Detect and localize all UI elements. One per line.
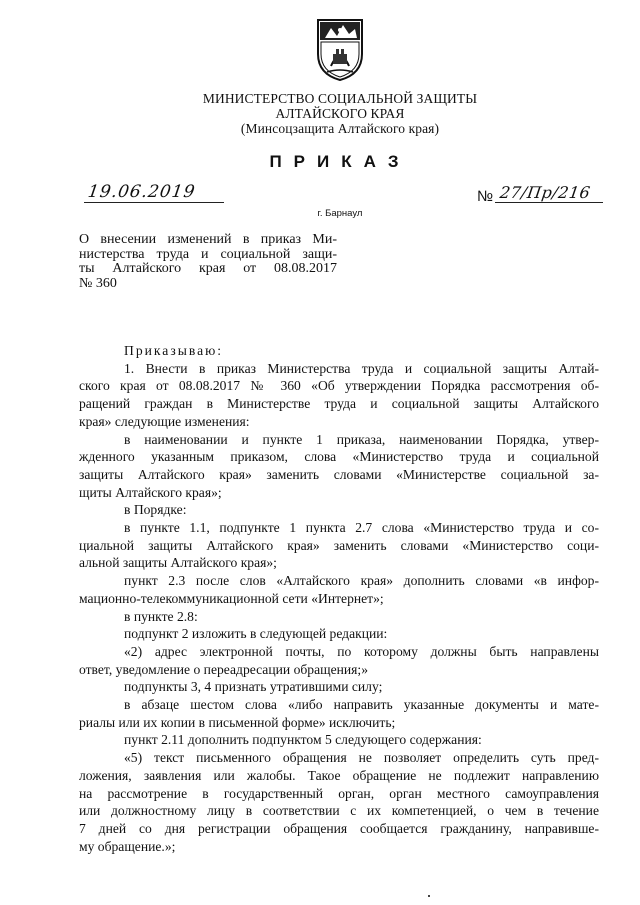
number-label: № — [477, 188, 494, 205]
body-line: ложения, заявления или жалобы. Такое обращение не подлежит направлению — [79, 767, 599, 783]
order-date: 19.06.2019 — [86, 182, 197, 202]
altai-krai-coat-of-arms-icon — [315, 16, 365, 82]
body-line: «5) текст письменного обращения не позволяет определить суть пред- — [124, 750, 599, 766]
body-line: ращений граждан в Министерстве труда и социальной защиты Алтайского — [79, 396, 599, 412]
body-line: жденного указанным приказом, слова «Министерство труда и социальной — [79, 449, 599, 465]
body-line: му обращение.»; — [79, 838, 176, 854]
body-line: мационно-телекоммуникационной сети «Интернет»; — [79, 590, 384, 606]
order-title: ПРИКАЗ — [269, 152, 411, 171]
subject-line: О внесении изменений в приказ Ми- — [79, 232, 337, 247]
number-underline — [495, 202, 603, 203]
body-line: края» следующие изменения: — [79, 413, 250, 429]
ministry-header — [200, 91, 480, 136]
body-line: щиты Алтайского края»; — [79, 484, 222, 500]
header-line-2: АЛТАЙСКОГО КРАЯ — [275, 106, 405, 121]
body-line: подпункты 3, 4 признать утратившими силу; — [124, 679, 383, 695]
body-line: 1. Внести в приказ Министерства труда и социальной защиты Алтай- — [124, 360, 599, 376]
body-line: подпункт 2 изложить в следующей редакции: — [124, 626, 388, 642]
body-line: защиты Алтайского края» заменить словами «Министерстве социальной за- — [79, 466, 599, 482]
subject-line: ты Алтайского края от 08.08.2017 — [79, 261, 337, 276]
order-subject — [79, 233, 337, 291]
order-body — [79, 342, 599, 855]
header-line-3: (Минсоцзащита Алтайского края) — [240, 121, 440, 136]
page-mark — [428, 895, 430, 897]
body-line: в абзаце шестом слова «либо направить указанные документы и мате- — [124, 697, 599, 713]
body-line: пункт 2.11 дополнить подпунктом 5 следующего содержания: — [124, 732, 482, 748]
order-number: 27/Пр/216 — [498, 183, 592, 202]
header-line-1: МИНИСТЕРСТВО СОЦИАЛЬНОЙ ЗАЩИТЫ — [202, 91, 478, 106]
body-line: в пункте 1.1, подпункте 1 пункта 2.7 слова «Министерство труда и со- — [124, 520, 599, 536]
body-line: «2) адрес электронной почты, по которому должны быть направлены — [124, 643, 599, 659]
body-line: ответ, уведомление о переадресации обращения;» — [79, 661, 368, 677]
subject-line: № 360 — [79, 275, 117, 291]
body-line: в Порядке: — [124, 502, 187, 518]
body-line: пункт 2.3 после слов «Алтайского края» дополнить словами «в инфор- — [124, 573, 599, 589]
body-line: 7 дней со дня регистрации обращения сообщается гражданину, направивше- — [79, 820, 599, 836]
body-line: ского края от 08.08.2017 № 360 «Об утверждении Порядка рассмотрения об- — [79, 378, 599, 394]
date-underline — [84, 202, 224, 203]
body-line: циальной защиты Алтайского края» заменить словами «Министерство соци- — [79, 537, 599, 553]
body-line: в наименовании и пункте 1 приказа, наименовании Порядка, утвер- — [124, 431, 599, 447]
body-line: риалы или их копии в письменной форме» исключить; — [79, 714, 396, 730]
city: г. Барнаул — [317, 208, 363, 219]
subject-line: нистерства труда и социальной защи- — [79, 246, 337, 262]
body-line: или должностному лицу в соответствии с их компетенцией, о чем в течение — [79, 803, 599, 819]
body-line: Приказываю: — [124, 343, 224, 358]
body-line: альной защиты Алтайского края»; — [79, 555, 277, 571]
body-line: на рассмотрение в государственный орган, орган местного самоуправления — [79, 785, 599, 801]
body-line: в пункте 2.8: — [124, 608, 198, 624]
